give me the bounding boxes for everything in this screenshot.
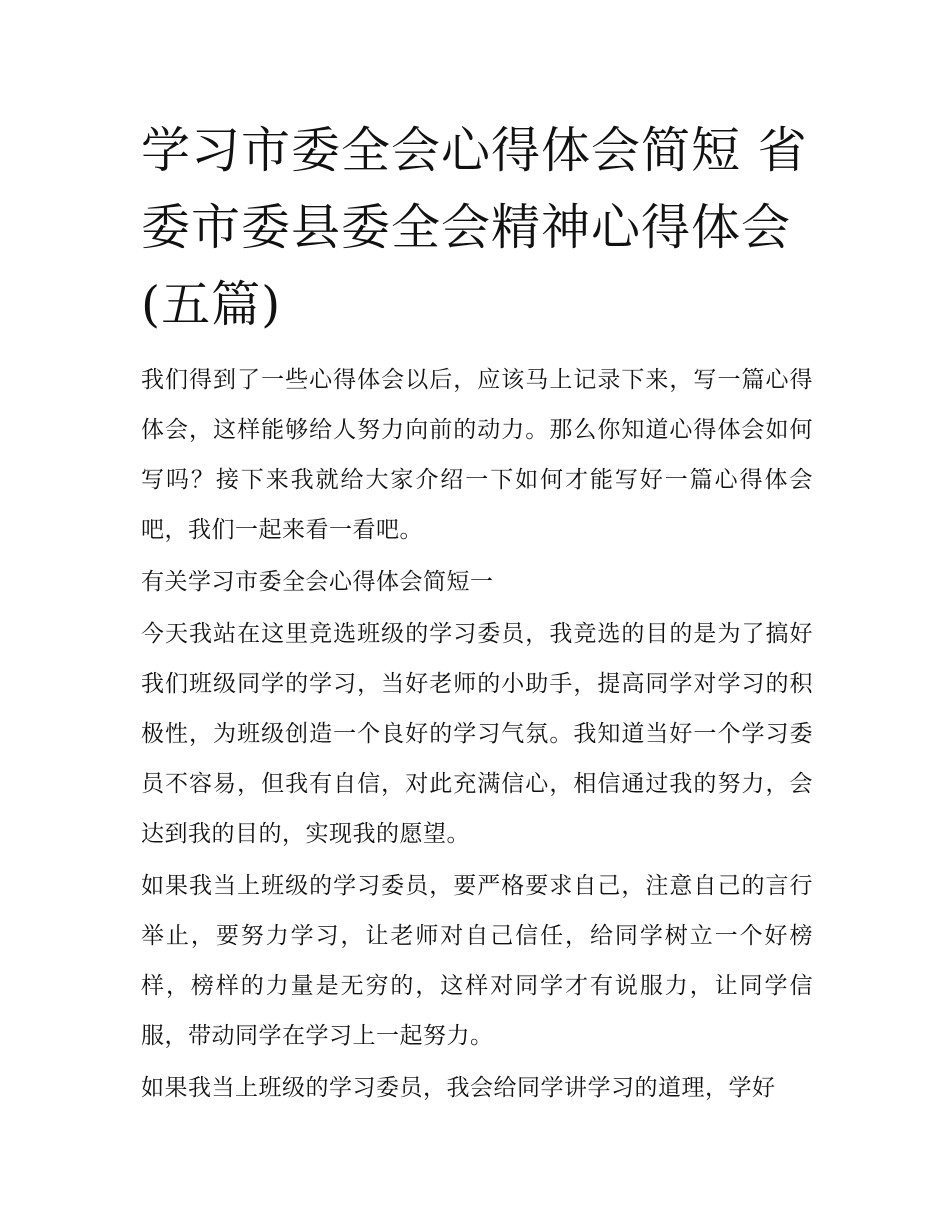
intro-paragraph: 我们得到了一些心得体会以后，应该马上记录下来，写一篇心得体会，这样能够给人努力向前的动力。那么你知道心得体会如何写吗？接下来我就给大家介绍一下如何才能写好一篇心得体会吧，我们一起来看一看吧。 bbox=[141, 367, 813, 543]
section-heading: 有关学习市委全会心得体会简短一 bbox=[141, 569, 494, 595]
body-paragraph-1: 今天我站在这里竞选班级的学习委员，我竞选的目的是为了搞好我们班级同学的学习，当好老师的小助手，提高同学对学习的积极性，为班级创造一个良好的学习气氛。我知道当好一个学习委员不容易，但我有自信，对此充满信心，相信通过我的努力，会达到我的目的，实现我的愿望。 bbox=[141, 621, 813, 847]
body-paragraph-3: 如果我当上班级的学习委员，我会给同学讲学习的道理，学好 bbox=[141, 1075, 776, 1101]
document-page bbox=[141, 112, 813, 1113]
body-paragraph-2: 如果我当上班级的学习委员，要严格要求自己，注意自己的言行举止，要努力学习，让老师对自己信任，给同学树立一个好榜样，榜样的力量是无穷的，这样对同学才有说服力，让同学信服，带动同学在学习上一起努力。 bbox=[141, 873, 813, 1049]
document-title: 学习市委全会心得体会简短 省委市委县委全会精神心得体会(五篇) bbox=[141, 122, 808, 333]
